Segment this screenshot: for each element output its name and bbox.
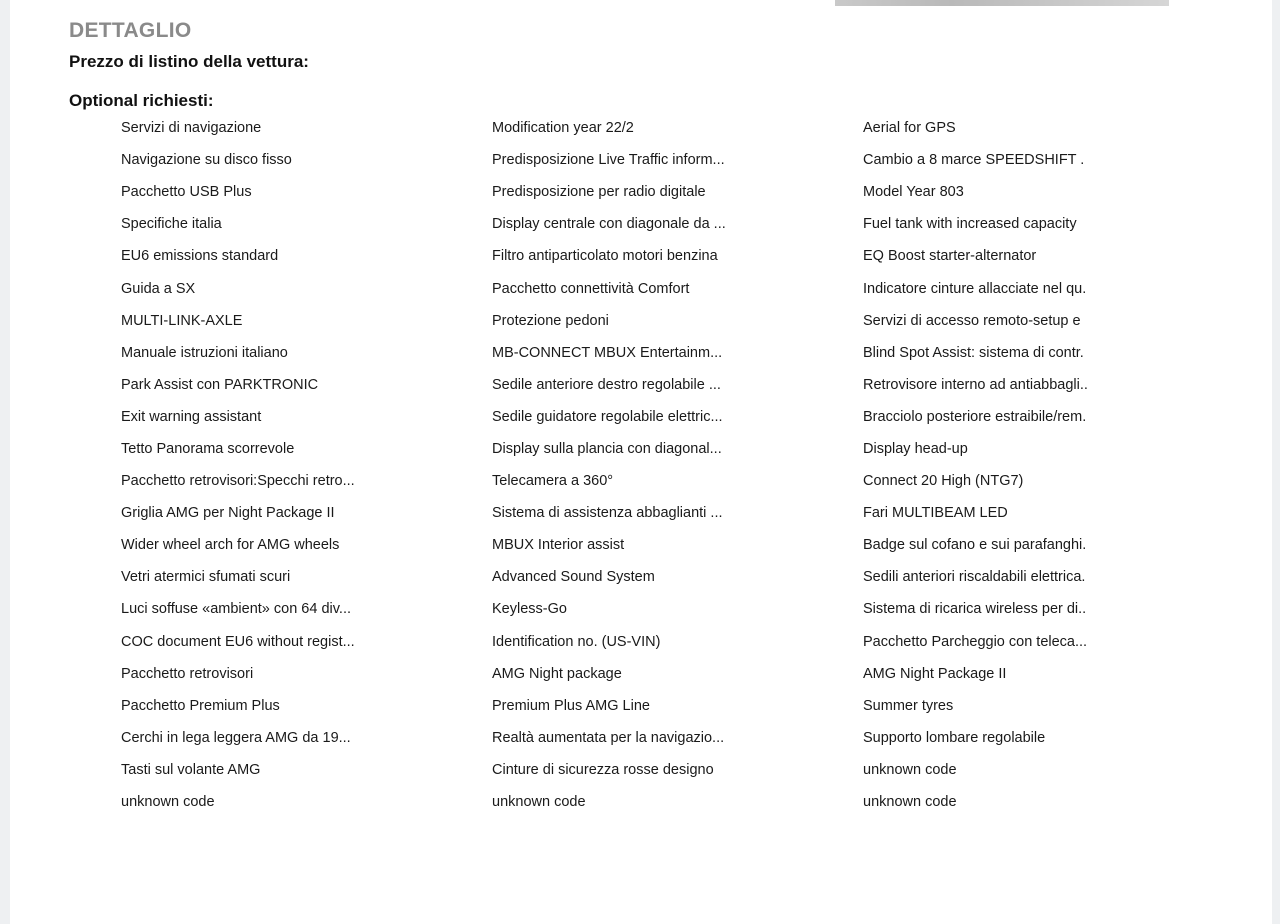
option-item: Exit warning assistant xyxy=(121,408,262,425)
options-row xyxy=(121,465,1121,497)
options-row xyxy=(121,208,1121,240)
option-item: Premium Plus AMG Line xyxy=(492,697,650,714)
option-item: Connect 20 High (NTG7) xyxy=(863,473,1024,490)
option-item: Wider wheel arch for AMG wheels xyxy=(121,537,340,554)
option-item: EU6 emissions standard xyxy=(121,248,279,265)
option-item: Sedile guidatore regolabile elettric... xyxy=(492,408,723,425)
option-item: Tasti sul volante AMG xyxy=(121,761,261,778)
options-row xyxy=(121,176,1121,208)
option-item: Indicatore cinture allacciate nel qu. xyxy=(863,280,1087,297)
options-row xyxy=(121,754,1121,786)
option-item: Sistema di ricarica wireless per di.. xyxy=(863,601,1087,618)
cropped-image-strip xyxy=(835,0,1169,6)
options-row xyxy=(121,240,1121,272)
option-item: Badge sul cofano e sui parafanghi. xyxy=(863,537,1087,554)
option-item: Pacchetto retrovisori:Specchi retro... xyxy=(121,473,355,490)
option-item: Identification no. (US-VIN) xyxy=(492,633,661,650)
option-item: Servizi di navigazione xyxy=(121,120,262,137)
option-item: Vetri atermici sfumati scuri xyxy=(121,569,291,586)
options-row xyxy=(121,626,1121,658)
optional-section-title: Optional richiesti: xyxy=(69,91,214,110)
option-item: Griglia AMG per Night Package II xyxy=(121,505,335,522)
option-item: Park Assist con PARKTRONIC xyxy=(121,376,319,393)
option-item: Pacchetto Parcheggio con teleca... xyxy=(863,633,1088,650)
options-row xyxy=(121,401,1121,433)
option-item: Sistema di assistenza abbaglianti ... xyxy=(492,505,723,522)
option-item: Pacchetto Premium Plus xyxy=(121,697,280,714)
option-item: Modification year 22/2 xyxy=(492,120,634,137)
option-item: Display head-up xyxy=(863,440,968,457)
options-row xyxy=(121,144,1121,176)
option-item: Fari MULTIBEAM LED xyxy=(863,505,1008,522)
option-item: MB-CONNECT MBUX Entertainm... xyxy=(492,344,723,361)
options-row xyxy=(121,337,1121,369)
document-page xyxy=(10,0,1272,924)
option-item: Servizi di accesso remoto-setup e xyxy=(863,312,1081,329)
page-title: DETTAGLIO xyxy=(69,19,192,42)
option-item: Luci soffuse «ambient» con 64 div... xyxy=(121,601,351,618)
options-row xyxy=(121,786,1121,818)
options-row xyxy=(121,272,1121,304)
option-item: unknown code xyxy=(121,794,215,811)
option-item: Fuel tank with increased capacity xyxy=(863,216,1077,233)
option-item: Guida a SX xyxy=(121,280,196,297)
option-item: Sedili anteriori riscaldabili elettrica. xyxy=(863,569,1086,586)
options-row xyxy=(121,690,1121,722)
option-item: Navigazione su disco fisso xyxy=(121,152,292,169)
options-row xyxy=(121,433,1121,465)
option-item: Cerchi in lega leggera AMG da 19... xyxy=(121,729,351,746)
option-item: Model Year 803 xyxy=(863,184,964,201)
option-item: Pacchetto connettività Comfort xyxy=(492,280,690,297)
options-row xyxy=(121,658,1121,690)
option-item: Predisposizione per radio digitale xyxy=(492,184,706,201)
option-item: Filtro antiparticolato motori benzina xyxy=(492,248,718,265)
option-item: MULTI-LINK-AXLE xyxy=(121,312,243,329)
options-row xyxy=(121,529,1121,561)
list-price-label: Prezzo di listino della vettura: xyxy=(69,52,309,71)
options-row xyxy=(121,593,1121,625)
option-item: Supporto lombare regolabile xyxy=(863,729,1046,746)
option-item: COC document EU6 without regist... xyxy=(121,633,355,650)
option-item: Pacchetto USB Plus xyxy=(121,184,252,201)
option-item: AMG Night package xyxy=(492,665,622,682)
options-row xyxy=(121,305,1121,337)
option-item: Telecamera a 360° xyxy=(492,473,614,490)
option-item: Specifiche italia xyxy=(121,216,222,233)
option-item: Predisposizione Live Traffic inform... xyxy=(492,152,725,169)
options-row xyxy=(121,561,1121,593)
options-list xyxy=(121,112,1121,818)
option-item: Keyless-Go xyxy=(492,601,567,618)
option-item: Display centrale con diagonale da ... xyxy=(492,216,726,233)
option-item: Advanced Sound System xyxy=(492,569,655,586)
option-item: Summer tyres xyxy=(863,697,954,714)
option-item: Aerial for GPS xyxy=(863,120,956,137)
option-item: Pacchetto retrovisori xyxy=(121,665,254,682)
option-item: Sedile anteriore destro regolabile ... xyxy=(492,376,721,393)
option-item: MBUX Interior assist xyxy=(492,537,625,554)
option-item: Bracciolo posteriore estraibile/rem. xyxy=(863,408,1087,425)
options-row xyxy=(121,112,1121,144)
option-item: Tetto Panorama scorrevole xyxy=(121,440,295,457)
option-item: Retrovisore interno ad antiabbagli.. xyxy=(863,376,1088,393)
option-item: Blind Spot Assist: sistema di contr. xyxy=(863,344,1084,361)
option-item: unknown code xyxy=(492,794,586,811)
options-row xyxy=(121,369,1121,401)
option-item: unknown code xyxy=(863,794,957,811)
option-item: Cambio a 8 marce SPEEDSHIFT . xyxy=(863,152,1085,169)
options-row xyxy=(121,722,1121,754)
option-item: Manuale istruzioni italiano xyxy=(121,344,288,361)
options-row xyxy=(121,497,1121,529)
option-item: Display sulla plancia con diagonal... xyxy=(492,440,722,457)
option-item: AMG Night Package II xyxy=(863,665,1007,682)
option-item: unknown code xyxy=(863,761,957,778)
option-item: Realtà aumentata per la navigazio... xyxy=(492,729,725,746)
option-item: Protezione pedoni xyxy=(492,312,609,329)
option-item: Cinture di sicurezza rosse designo xyxy=(492,761,714,778)
option-item: EQ Boost starter-alternator xyxy=(863,248,1037,265)
